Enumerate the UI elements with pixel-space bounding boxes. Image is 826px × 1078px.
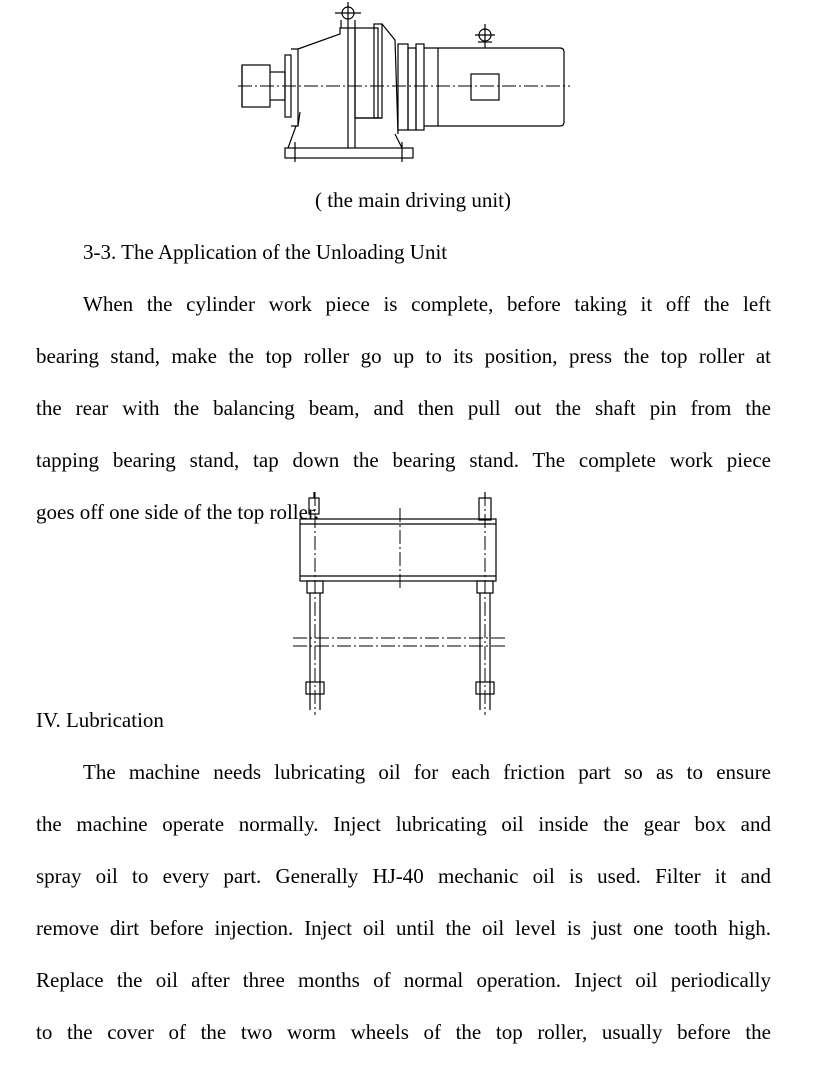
paragraph-line: Replace the oil after three months of normal operation. Inject oil periodically	[36, 968, 771, 992]
figure-caption: ( the main driving unit)	[315, 188, 511, 212]
paragraph-line: goes off one side of the top roller.	[36, 500, 320, 524]
paragraph-line: remove dirt before injection. Inject oil until the oil level is just one tooth high.	[36, 916, 771, 940]
main-driving-unit-drawing	[230, 0, 580, 170]
section-heading-3-3: 3-3. The Application of the Unloading Unit	[83, 240, 448, 264]
paragraph-line: the rear with the balancing beam, and then pull out the shaft pin from the	[36, 396, 771, 420]
paragraph-line: The machine needs lubricating oil for each friction part so as to ensure	[83, 760, 771, 784]
paragraph-line: the machine operate normally. Inject lubricating oil inside the gear box and	[36, 812, 771, 836]
paragraph-line: When the cylinder work piece is complete, before taking it off the left	[83, 292, 771, 316]
paragraph-line: to the cover of the two worm wheels of the top roller, usually before the	[36, 1020, 771, 1044]
paragraph-line: bearing stand, make the top roller go up to its position, press the top roller at	[36, 344, 771, 368]
unloading-unit-drawing	[290, 490, 510, 720]
paragraph-line: spray oil to every part. Generally HJ-40 mechanic oil is used. Filter it and	[36, 864, 771, 888]
section-heading-iv: IV. Lubrication	[36, 708, 164, 732]
paragraph-line: tapping bearing stand, tap down the bearing stand. The complete work piece	[36, 448, 771, 472]
